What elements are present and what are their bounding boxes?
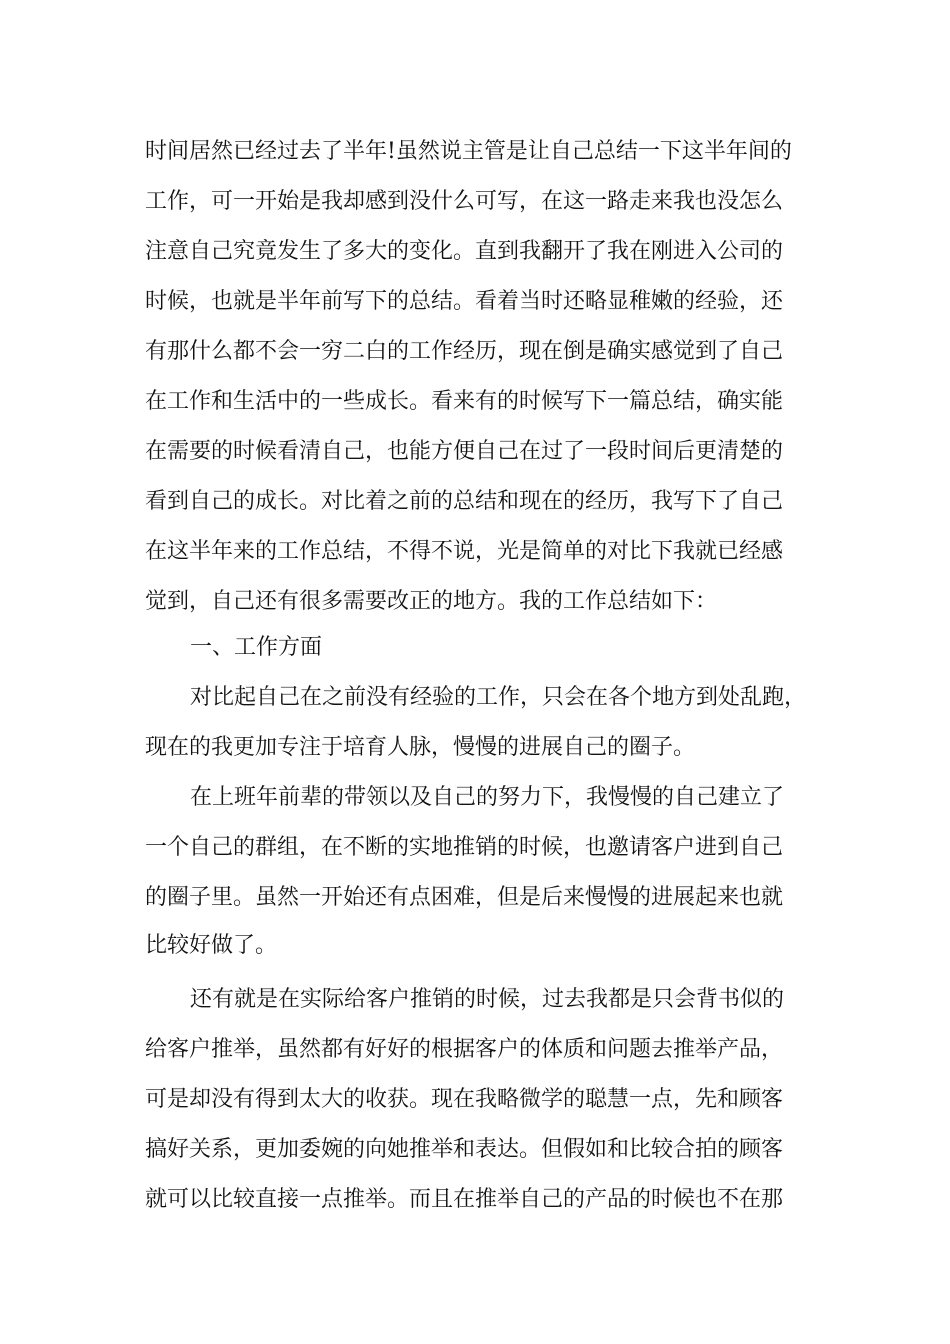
paragraph-first-line: 还有就是在实际给客户推销的时候，过去我都是只会背书似的 [190,987,785,1012]
text-line: 就可以比较直接一点推举。而且在推举自己的产品的时候也不在那 [145,1187,784,1212]
section-heading: 一、工作方面 [190,635,323,660]
text-line: 在这半年来的工作总结，不得不说，光是简单的对比下我就已经感 [145,539,784,564]
text-line: 的圈子里。虽然一开始还有点困难，但是后来慢慢的进展起来也就 [145,885,784,910]
text-line: 看到自己的成长。对比着之前的总结和现在的经历，我写下了自己 [145,489,784,514]
text-line: 时间居然已经过去了半年!虽然说主管是让自己总结一下这半年间的 [145,139,792,164]
text-line: 在需要的时候看清自己，也能方便自己在过了一段时间后更清楚的 [145,439,784,464]
text-line: 现在的我更加专注于培育人脉，慢慢的进展自己的圈子。 [145,735,696,760]
text-line: 给客户推举，虽然都有好好的根据客户的体质和问题去推举产品， [145,1037,784,1062]
text-line: 觉到，自己还有很多需要改正的地方。我的工作总结如下： [145,589,718,614]
text-line: 时候，也就是半年前写下的总结。看着当时还略显稚嫩的经验，还 [145,289,784,314]
text-line: 在工作和生活中的一些成长。看来有的时候写下一篇总结，确实能 [145,389,784,414]
text-line: 有那什么都不会一穷二白的工作经历，现在倒是确实感觉到了自己 [145,339,784,364]
text-line: 一个自己的群组，在不断的实地推销的时候，也邀请客户进到自己 [145,835,784,860]
text-line: 工作，可一开始是我却感到没什么可写，在这一路走来我也没怎么 [145,189,784,214]
text-line: 搞好关系，更加委婉的向她推举和表达。但假如和比较合拍的顾客 [145,1137,784,1162]
paragraph-first-line: 在上班年前辈的带领以及自己的努力下，我慢慢的自己建立了 [190,785,785,810]
text-line: 可是却没有得到太大的收获。现在我略微学的聪慧一点，先和顾客 [145,1087,784,1112]
text-line: 注意自己究竟发生了多大的变化。直到我翻开了我在刚进入公司的 [145,239,784,264]
text-line: 比较好做了。 [145,933,278,958]
paragraph-first-line: 对比起自己在之前没有经验的工作，只会在各个地方到处乱跑， [190,685,807,710]
